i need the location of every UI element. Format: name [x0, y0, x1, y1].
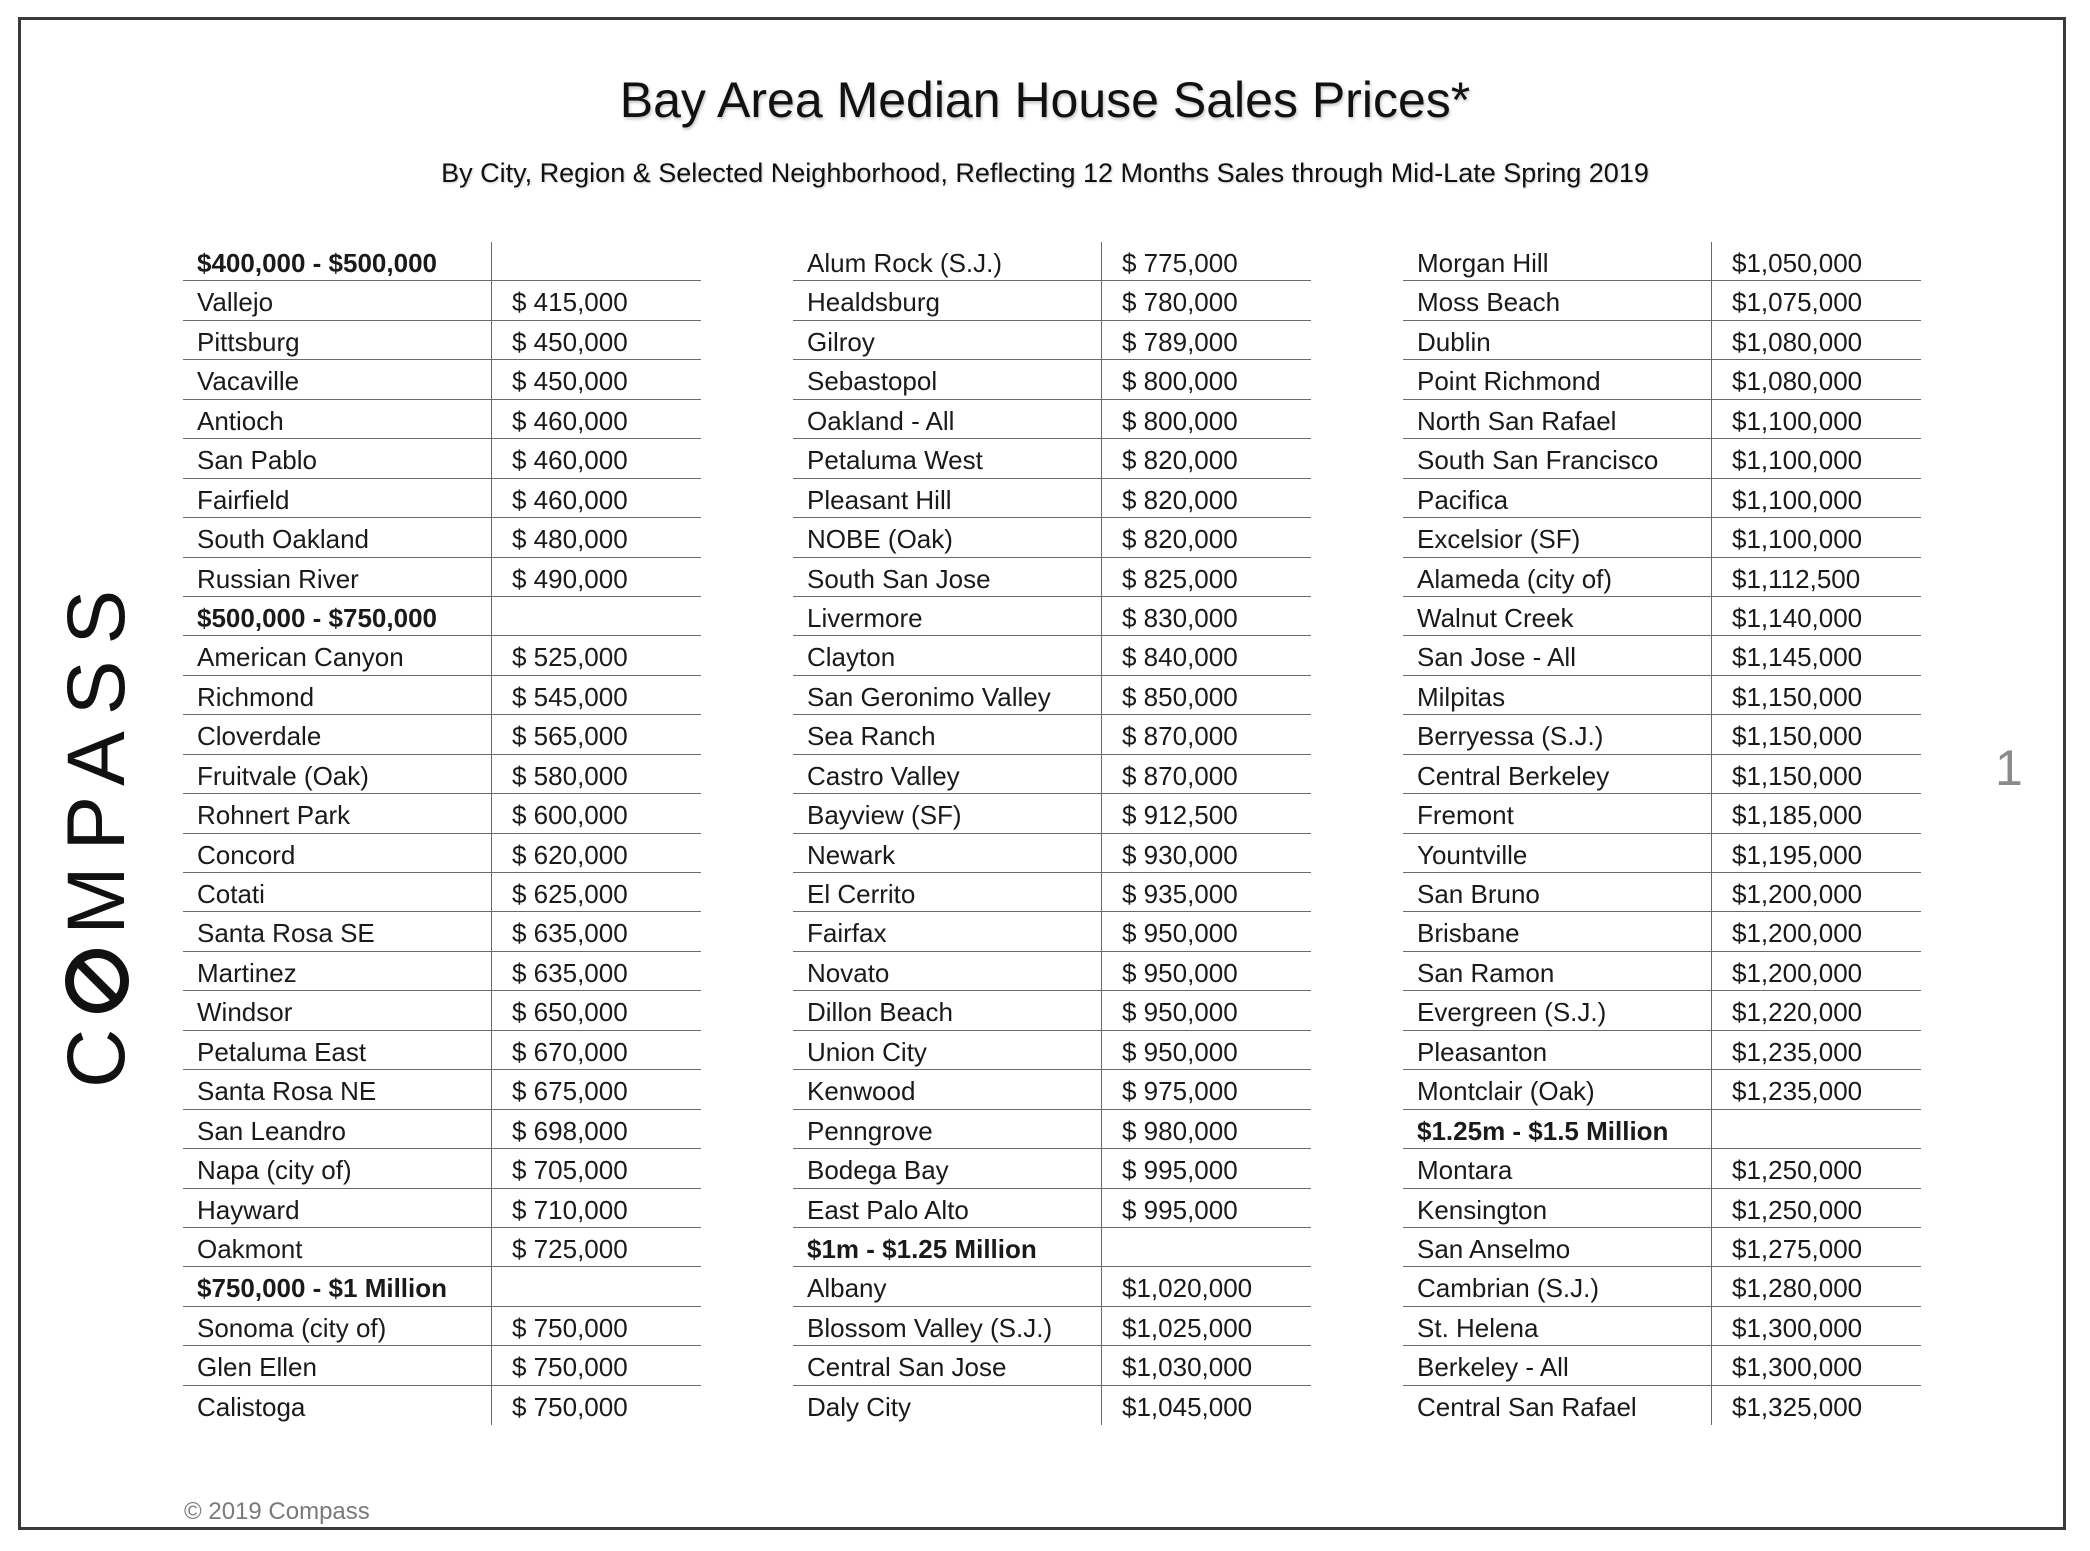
median-price: $ 460,000	[512, 445, 628, 476]
location-name: San Jose - All	[1403, 636, 1712, 674]
table-row	[183, 1386, 701, 1425]
price-range-label: $750,000 - $1 Million	[183, 1267, 492, 1305]
table-row	[1403, 1386, 1921, 1425]
location-name: Point Richmond	[1403, 360, 1712, 398]
table-row	[1403, 479, 1921, 518]
location-name: Evergreen (S.J.)	[1403, 991, 1712, 1029]
location-name: Cotati	[183, 873, 492, 911]
median-price: $ 635,000	[512, 957, 628, 988]
median-price: $ 935,000	[1122, 879, 1238, 909]
median-price	[492, 1267, 701, 1305]
location-name: Montara	[1403, 1149, 1712, 1187]
location-name: Montclair (Oak)	[1403, 1070, 1712, 1108]
median-price: $1,235,000	[1732, 1076, 1863, 1107]
median-price: $ 789,000	[1122, 326, 1238, 357]
table-row	[1403, 912, 1921, 951]
location-name: Pittsburg	[183, 321, 492, 359]
location-name: Kenwood	[793, 1070, 1102, 1108]
location-name: Pacifica	[1403, 479, 1712, 517]
location-name: Dillon Beach	[793, 991, 1102, 1029]
median-price: $ 670,000	[512, 1036, 628, 1067]
median-price: $ 480,000	[512, 524, 628, 555]
location-name: Brisbane	[1403, 912, 1712, 950]
price-range-header-row	[793, 1228, 1311, 1267]
median-price: $1,020,000	[1122, 1273, 1253, 1304]
location-name: Petaluma West	[793, 439, 1102, 477]
table-row	[183, 1228, 701, 1267]
location-name: Walnut Creek	[1403, 597, 1712, 635]
table-row	[183, 676, 701, 715]
table-row	[1403, 755, 1921, 794]
location-name: Fairfield	[183, 479, 492, 517]
table-row	[793, 400, 1311, 439]
table-row	[793, 1346, 1311, 1385]
table-row	[1403, 1346, 1921, 1385]
location-name: Fairfax	[793, 912, 1102, 950]
median-price: $ 750,000	[512, 1312, 628, 1343]
median-price: $1,045,000	[1122, 1391, 1253, 1422]
location-name: San Leandro	[183, 1110, 492, 1148]
median-price: $ 870,000	[1122, 721, 1238, 752]
location-name: Dublin	[1403, 321, 1712, 359]
table-row	[793, 321, 1311, 360]
median-price: $1,050,000	[1732, 248, 1863, 278]
median-price: $ 698,000	[512, 1115, 628, 1146]
median-price: $ 840,000	[1122, 642, 1238, 673]
table-row	[1403, 1267, 1921, 1306]
median-price	[492, 242, 701, 280]
location-name: San Pablo	[183, 439, 492, 477]
location-name: Petaluma East	[183, 1031, 492, 1069]
median-price: $ 820,000	[1122, 445, 1238, 476]
compass-logo-o-icon	[65, 949, 129, 1013]
location-name: Glen Ellen	[183, 1346, 492, 1384]
median-price: $ 490,000	[512, 563, 628, 594]
location-name: Bodega Bay	[793, 1149, 1102, 1187]
median-price: $ 975,000	[1122, 1076, 1238, 1107]
table-row	[1403, 242, 1921, 281]
table-row	[183, 479, 701, 518]
median-price: $1,075,000	[1732, 287, 1863, 318]
page-title: Bay Area Median House Sales Prices*	[619, 72, 1471, 128]
median-price: $1,080,000	[1732, 326, 1863, 357]
location-name: South San Francisco	[1403, 439, 1712, 477]
median-price: $1,300,000	[1732, 1312, 1863, 1343]
location-name: Alameda (city of)	[1403, 558, 1712, 596]
price-table-column-2	[793, 242, 1311, 1425]
location-name: Central San Rafael	[1403, 1386, 1712, 1425]
median-price: $ 460,000	[512, 484, 628, 515]
location-name: Milpitas	[1403, 676, 1712, 714]
median-price: $ 870,000	[1122, 760, 1238, 791]
table-row	[793, 715, 1311, 754]
location-name: Newark	[793, 834, 1102, 872]
median-price: $ 980,000	[1122, 1115, 1238, 1146]
location-name: Sea Ranch	[793, 715, 1102, 753]
price-range-header-row	[183, 597, 701, 636]
price-range-label: $1.25m - $1.5 Million	[1403, 1110, 1712, 1148]
copyright-notice: © 2019 Compass	[184, 1498, 370, 1525]
location-name: Martinez	[183, 952, 492, 990]
median-price: $ 650,000	[512, 997, 628, 1028]
median-price: $ 415,000	[512, 287, 628, 318]
location-name: Central San Jose	[793, 1346, 1102, 1384]
table-row	[1403, 1228, 1921, 1267]
median-price: $ 545,000	[512, 681, 628, 712]
table-row	[183, 1149, 701, 1188]
table-row	[793, 558, 1311, 597]
table-row	[1403, 952, 1921, 991]
table-row	[183, 558, 701, 597]
table-row	[1403, 1031, 1921, 1070]
table-row	[1403, 794, 1921, 833]
table-row	[793, 1386, 1311, 1425]
median-price: $ 460,000	[512, 405, 628, 436]
table-row	[793, 1031, 1311, 1070]
table-row	[793, 1267, 1311, 1306]
table-row	[1403, 991, 1921, 1030]
table-row	[183, 360, 701, 399]
table-row	[793, 242, 1311, 281]
location-name: South San Jose	[793, 558, 1102, 596]
median-price	[1712, 1110, 1921, 1148]
median-price: $ 995,000	[1122, 1194, 1238, 1225]
median-price: $1,150,000	[1732, 681, 1863, 712]
table-row	[793, 952, 1311, 991]
median-price: $ 620,000	[512, 839, 628, 870]
location-name: Berkeley - All	[1403, 1346, 1712, 1384]
median-price: $1,325,000	[1732, 1391, 1863, 1422]
median-price: $ 950,000	[1122, 918, 1238, 949]
median-price: $1,250,000	[1732, 1155, 1863, 1186]
table-row	[1403, 281, 1921, 320]
price-range-label: $400,000 - $500,000	[183, 242, 492, 280]
location-name: Blossom Valley (S.J.)	[793, 1307, 1102, 1345]
median-price: $ 450,000	[512, 326, 628, 357]
median-price: $1,100,000	[1732, 445, 1863, 476]
location-name: Penngrove	[793, 1110, 1102, 1148]
table-row	[183, 1031, 701, 1070]
median-price: $ 820,000	[1122, 484, 1238, 515]
location-name: Santa Rosa NE	[183, 1070, 492, 1108]
location-name: Cambrian (S.J.)	[1403, 1267, 1712, 1305]
location-name: Santa Rosa SE	[183, 912, 492, 950]
location-name: Yountville	[1403, 834, 1712, 872]
median-price: $ 705,000	[512, 1155, 628, 1186]
location-name: Gilroy	[793, 321, 1102, 359]
median-price: $1,235,000	[1732, 1036, 1863, 1067]
price-table-column-1	[183, 242, 701, 1425]
median-price: $1,100,000	[1732, 484, 1863, 515]
location-name: Bayview (SF)	[793, 794, 1102, 832]
location-name: American Canyon	[183, 636, 492, 674]
location-name: Fremont	[1403, 794, 1712, 832]
median-price: $1,220,000	[1732, 997, 1863, 1028]
location-name: San Ramon	[1403, 952, 1712, 990]
median-price: $ 565,000	[512, 721, 628, 752]
page-number: 1	[1995, 740, 2023, 796]
location-name: Morgan Hill	[1403, 242, 1712, 280]
table-row	[183, 1110, 701, 1149]
location-name: Kensington	[1403, 1189, 1712, 1227]
table-row	[1403, 400, 1921, 439]
table-row	[793, 1110, 1311, 1149]
location-name: East Palo Alto	[793, 1189, 1102, 1227]
table-row	[793, 518, 1311, 557]
location-name: Central Berkeley	[1403, 755, 1712, 793]
location-name: Oakland - All	[793, 400, 1102, 438]
median-price: $ 850,000	[1122, 681, 1238, 712]
location-name: Windsor	[183, 991, 492, 1029]
median-price: $ 580,000	[512, 760, 628, 791]
median-price: $1,030,000	[1122, 1352, 1253, 1383]
table-row	[1403, 1070, 1921, 1109]
median-price: $1,100,000	[1732, 524, 1863, 555]
median-price: $1,250,000	[1732, 1194, 1863, 1225]
table-row	[793, 479, 1311, 518]
location-name: Antioch	[183, 400, 492, 438]
table-row	[793, 1070, 1311, 1109]
table-row	[793, 360, 1311, 399]
median-price: $1,300,000	[1732, 1352, 1863, 1383]
location-name: San Anselmo	[1403, 1228, 1712, 1266]
location-name: Sonoma (city of)	[183, 1307, 492, 1345]
table-row	[183, 1189, 701, 1228]
table-row	[1403, 360, 1921, 399]
table-row	[183, 755, 701, 794]
median-price: $ 950,000	[1122, 1036, 1238, 1067]
location-name: Berryessa (S.J.)	[1403, 715, 1712, 753]
table-row	[183, 1070, 701, 1109]
location-name: Fruitvale (Oak)	[183, 755, 492, 793]
table-row	[793, 676, 1311, 715]
price-range-header-row	[183, 242, 701, 281]
table-row	[1403, 321, 1921, 360]
table-row	[793, 834, 1311, 873]
median-price: $ 825,000	[1122, 563, 1238, 594]
median-price: $1,145,000	[1732, 642, 1863, 673]
table-row	[793, 439, 1311, 478]
location-name: Pleasant Hill	[793, 479, 1102, 517]
price-table-column-3	[1403, 242, 1921, 1425]
price-range-header-row	[1403, 1110, 1921, 1149]
table-row	[1403, 715, 1921, 754]
median-price: $ 800,000	[1122, 405, 1238, 436]
location-name: Clayton	[793, 636, 1102, 674]
table-row	[1403, 439, 1921, 478]
location-name: Union City	[793, 1031, 1102, 1069]
location-name: NOBE (Oak)	[793, 518, 1102, 556]
table-row	[1403, 1307, 1921, 1346]
median-price: $1,100,000	[1732, 405, 1863, 436]
location-name: Sebastopol	[793, 360, 1102, 398]
median-price: $ 450,000	[512, 366, 628, 397]
median-price: $ 600,000	[512, 800, 628, 831]
table-row	[1403, 636, 1921, 675]
location-name: Albany	[793, 1267, 1102, 1305]
median-price: $ 635,000	[512, 918, 628, 949]
table-row	[1403, 1149, 1921, 1188]
price-range-label: $1m - $1.25 Million	[793, 1228, 1102, 1266]
table-row	[183, 281, 701, 320]
table-row	[183, 952, 701, 991]
table-row	[183, 715, 701, 754]
table-row	[1403, 558, 1921, 597]
table-row	[1403, 873, 1921, 912]
median-price: $1,150,000	[1732, 721, 1863, 752]
table-row	[183, 439, 701, 478]
median-price: $1,200,000	[1732, 879, 1863, 909]
location-name: Russian River	[183, 558, 492, 596]
location-name: Novato	[793, 952, 1102, 990]
location-name: St. Helena	[1403, 1307, 1712, 1345]
median-price: $ 710,000	[512, 1194, 628, 1225]
median-price: $ 675,000	[512, 1076, 628, 1107]
table-row	[1403, 834, 1921, 873]
median-price: $ 725,000	[512, 1233, 628, 1264]
median-price: $ 820,000	[1122, 524, 1238, 555]
location-name: Livermore	[793, 597, 1102, 635]
median-price: $ 750,000	[512, 1352, 628, 1383]
median-price: $1,140,000	[1732, 602, 1863, 633]
compass-logo: CMPASS	[51, 573, 142, 1088]
location-name: Calistoga	[183, 1386, 492, 1425]
location-name: Rohnert Park	[183, 794, 492, 832]
table-row	[183, 873, 701, 912]
median-price: $ 912,500	[1122, 800, 1238, 831]
median-price: $1,200,000	[1732, 918, 1863, 949]
location-name: South Oakland	[183, 518, 492, 556]
median-price: $ 780,000	[1122, 287, 1238, 318]
median-price: $ 800,000	[1122, 366, 1238, 397]
location-name: Healdsburg	[793, 281, 1102, 319]
median-price: $1,275,000	[1732, 1233, 1863, 1264]
location-name: Hayward	[183, 1189, 492, 1227]
table-row	[183, 834, 701, 873]
median-price: $1,025,000	[1122, 1312, 1253, 1343]
location-name: Oakmont	[183, 1228, 492, 1266]
location-name: Alum Rock (S.J.)	[793, 242, 1102, 280]
location-name: Moss Beach	[1403, 281, 1712, 319]
location-name: Pleasanton	[1403, 1031, 1712, 1069]
table-row	[183, 321, 701, 360]
median-price: $ 625,000	[512, 879, 628, 909]
table-row	[1403, 518, 1921, 557]
median-price: $1,195,000	[1732, 839, 1863, 870]
table-row	[1403, 1189, 1921, 1228]
median-price: $1,185,000	[1732, 800, 1863, 831]
table-row	[183, 1346, 701, 1385]
table-row	[793, 794, 1311, 833]
location-name: Vacaville	[183, 360, 492, 398]
location-name: Excelsior (SF)	[1403, 518, 1712, 556]
location-name: San Bruno	[1403, 873, 1712, 911]
table-row	[793, 755, 1311, 794]
location-name: El Cerrito	[793, 873, 1102, 911]
price-range-header-row	[183, 1267, 701, 1306]
median-price: $1,150,000	[1732, 760, 1863, 791]
median-price: $1,112,500	[1732, 563, 1861, 594]
median-price: $ 950,000	[1122, 997, 1238, 1028]
table-row	[183, 912, 701, 951]
table-row	[793, 912, 1311, 951]
median-price: $ 775,000	[1122, 248, 1238, 278]
median-price: $1,200,000	[1732, 957, 1863, 988]
median-price: $1,080,000	[1732, 366, 1863, 397]
median-price: $ 950,000	[1122, 957, 1238, 988]
location-name: Napa (city of)	[183, 1149, 492, 1187]
median-price: $ 830,000	[1122, 602, 1238, 633]
median-price: $ 750,000	[512, 1391, 628, 1422]
median-price	[492, 597, 701, 635]
table-row	[183, 518, 701, 557]
median-price: $ 525,000	[512, 642, 628, 673]
median-price: $ 930,000	[1122, 839, 1238, 870]
price-range-label: $500,000 - $750,000	[183, 597, 492, 635]
location-name: Concord	[183, 834, 492, 872]
location-name: Cloverdale	[183, 715, 492, 753]
table-row	[793, 991, 1311, 1030]
table-row	[793, 873, 1311, 912]
location-name: Richmond	[183, 676, 492, 714]
table-row	[1403, 676, 1921, 715]
table-row	[793, 1307, 1311, 1346]
table-row	[793, 597, 1311, 636]
table-row	[183, 1307, 701, 1346]
table-row	[1403, 597, 1921, 636]
location-name: North San Rafael	[1403, 400, 1712, 438]
table-row	[793, 1149, 1311, 1188]
table-row	[183, 636, 701, 675]
table-row	[793, 1189, 1311, 1228]
table-row	[793, 281, 1311, 320]
median-price: $1,280,000	[1732, 1273, 1863, 1304]
location-name: Daly City	[793, 1386, 1102, 1425]
median-price: $ 995,000	[1122, 1155, 1238, 1186]
table-row	[183, 400, 701, 439]
table-row	[793, 636, 1311, 675]
location-name: Vallejo	[183, 281, 492, 319]
table-row	[183, 991, 701, 1030]
location-name: San Geronimo Valley	[793, 676, 1102, 714]
median-price	[1102, 1228, 1311, 1266]
location-name: Castro Valley	[793, 755, 1102, 793]
table-row	[183, 794, 701, 833]
page-subtitle: By City, Region & Selected Neighborhood, Reflecting 12 Months Sales through Mid-Late Spring 2019	[441, 158, 1649, 188]
